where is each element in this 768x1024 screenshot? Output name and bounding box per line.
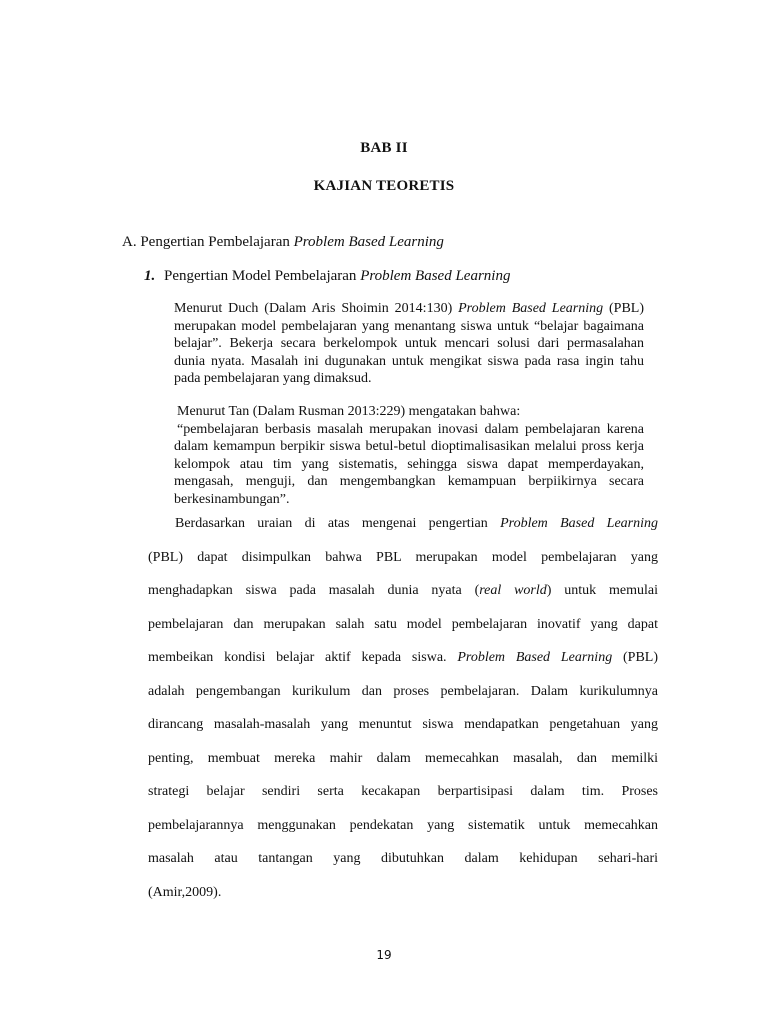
paragraph-line [148, 650, 658, 684]
quote-duch-lead: Menurut Duch (Dalam Aris Shoimin 2014:130) [174, 301, 459, 316]
paragraph-line: masalah atau tantangan yang dibutuhkan dalam kehidupan sehari-hari [148, 851, 658, 866]
section-a-label-italic: Problem Based Learning [293, 234, 444, 250]
section-a-label: A. Pengertian Pembelajaran [122, 234, 294, 250]
quote-duch-body: (PBL) merupakan model pembelajaran yang menantang siswa untuk “belajar bagaimana belajar”. Bekerja secara berkelompok untuk mencari solusi dari permasalahan dunia nyata. Masalah ini dugunakan untuk mengikat siswa pada rasa ingin tahu pada pembelajaran yang dimaksud. [174, 301, 644, 386]
paragraph-text: menghadapkan siswa pada masalah dunia nyata ( [148, 583, 480, 598]
quote-duch-term: Problem Based Learning [458, 301, 604, 316]
paragraph-line: pembelajarannya menggunakan pendekatan yang sistematik untuk memecahkan [148, 817, 658, 833]
paragraph-term: real world [479, 583, 547, 598]
quote-tan [174, 403, 644, 508]
paragraph-text: Berdasarkan uraian di atas mengenai pengertian [175, 516, 501, 531]
paragraph-line [148, 583, 658, 617]
quote-tan-intro: Menurut Tan (Dalam Rusman 2013:229) mengatakan bahwa: [177, 404, 521, 419]
page-number: 19 [376, 948, 392, 962]
paragraph-text: membeikan kondisi belajar aktif kepada siswa. [148, 650, 458, 665]
subsection-1-label: Pengertian Model Pembelajaran [164, 268, 361, 284]
paragraph-term: Problem Based Learning [457, 650, 613, 665]
paragraph-line: (Amir,2009). [148, 884, 222, 900]
paragraph-text: ) untuk memulai [546, 583, 658, 598]
quote-duch [174, 300, 644, 388]
chapter-title: KAJIAN TEORETIS [313, 178, 455, 194]
paragraph-line: dirancang masalah-masalah yang menuntut siswa mendapatkan pengetahuan yang [148, 717, 658, 732]
subsection-1-number: 1. [144, 268, 156, 284]
chapter-number: BAB II [360, 140, 408, 156]
paragraph-term: Problem Based Learning [500, 516, 658, 531]
subsection-1-heading [144, 268, 510, 285]
paragraph-text: (PBL) [612, 650, 658, 665]
paragraph-line [148, 516, 658, 550]
paragraph-line: strategi belajar sendiri serta kecakapan berpartisipasi dalam tim. Proses [148, 784, 658, 799]
paragraph-line: penting, membuat mereka mahir dalam memecahkan masalah, dan memilki [148, 750, 658, 766]
quote-duch-text [174, 300, 644, 388]
paragraph-line: adalah pengembangan kurikulum dan proses pembelajaran. Dalam kurikulumnya [148, 683, 658, 699]
summary-paragraph [148, 516, 658, 918]
paragraph-line: pembelajaran dan merupakan salah satu model pembelajaran inovatif yang dapat [148, 616, 658, 632]
quote-tan-text: “pembelajaran berbasis masalah merupakan inovasi dalam pembelajaran karena dalam kemampun berpikir siswa betul-betul dioptimalisasikan melalui pross kerja kelompok atau tim yang sistematis, sehingga siswa dapat memperdayakan, mengasah, menguji, dan mengembangkan kemampuan berpiikirnya secara berkesinambungan”. [174, 421, 644, 507]
section-a-heading [122, 234, 444, 251]
subsection-1-label-italic: Problem Based Learning [360, 268, 511, 284]
paragraph-line: (PBL) dapat disimpulkan bahwa PBL merupakan model pembelajaran yang [148, 549, 658, 565]
